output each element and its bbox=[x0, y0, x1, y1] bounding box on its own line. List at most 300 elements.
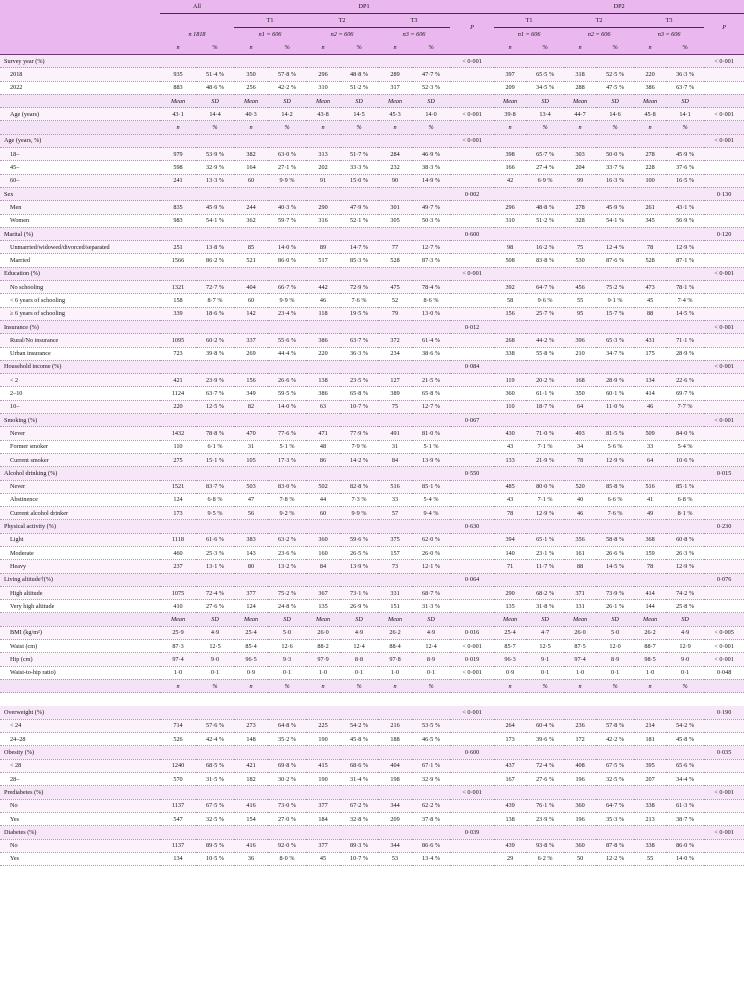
cell-dp1: 9·3 bbox=[268, 653, 306, 666]
cell-dp2 bbox=[494, 227, 526, 240]
cell-p-dp2: < 0·001 bbox=[704, 414, 744, 427]
cell-dp1: 97·8 bbox=[378, 653, 412, 666]
cell-dp2: 9·1 % bbox=[596, 294, 634, 307]
cell-dp1 bbox=[160, 573, 196, 586]
cell-p-dp2: < 0·001 bbox=[704, 360, 744, 373]
header-group-all: All bbox=[160, 0, 234, 14]
cell-dp1: 61·6 % bbox=[196, 533, 234, 546]
table-row bbox=[0, 733, 744, 746]
cell-dp1: 14·4 bbox=[196, 108, 234, 121]
cell-dp1: 410 bbox=[160, 600, 196, 613]
cell-dp2 bbox=[666, 414, 704, 427]
cell-dp2: 16·5 % bbox=[666, 174, 704, 187]
cell-dp1 bbox=[306, 414, 340, 427]
unit-row bbox=[0, 94, 744, 107]
unit-cell: SD bbox=[666, 613, 704, 626]
cell-dp1 bbox=[378, 786, 412, 799]
cell-dp1: 386 bbox=[306, 387, 340, 400]
cell-dp1 bbox=[340, 520, 378, 533]
cell-p-dp2: 0·015 bbox=[704, 467, 744, 480]
cell-dp2 bbox=[494, 467, 526, 480]
cell-dp1 bbox=[234, 786, 268, 799]
cell-dp1: 57 bbox=[378, 507, 412, 520]
cell-dp2: 6·8 % bbox=[666, 493, 704, 506]
cell-dp1: 36·3 % bbox=[340, 347, 378, 360]
table-row bbox=[0, 68, 744, 81]
cell-dp1: 275 bbox=[160, 453, 196, 466]
table-row bbox=[0, 440, 744, 453]
cell-dp1 bbox=[160, 826, 196, 839]
cell-p-dp1 bbox=[450, 81, 494, 94]
section-label: Prediabetes (%) bbox=[0, 786, 160, 799]
cell-dp2 bbox=[666, 826, 704, 839]
cell-dp1 bbox=[412, 706, 450, 719]
cell-dp1: 32·5 % bbox=[196, 812, 234, 825]
cell-dp1: 32·9 % bbox=[412, 773, 450, 786]
unit-cell: % bbox=[412, 121, 450, 134]
unit-p-cell bbox=[704, 679, 744, 692]
section-label: Sex bbox=[0, 187, 160, 200]
table-body bbox=[0, 55, 744, 866]
cell-dp2: 33 bbox=[634, 440, 666, 453]
cell-dp1: 475 bbox=[378, 281, 412, 294]
cell-dp2: 98 bbox=[494, 241, 526, 254]
unit-cell: SD bbox=[526, 613, 564, 626]
unit-cell: % bbox=[412, 679, 450, 692]
cell-p-dp1: < 0·001 bbox=[450, 108, 494, 121]
cell-dp2: 33·7 % bbox=[596, 161, 634, 174]
cell-dp1 bbox=[306, 320, 340, 333]
row-label: Abstinence bbox=[0, 493, 160, 506]
cell-dp2 bbox=[666, 187, 704, 200]
cell-dp2 bbox=[634, 360, 666, 373]
unit-p-cell bbox=[450, 679, 494, 692]
cell-dp1 bbox=[412, 746, 450, 759]
header-counts-row bbox=[0, 28, 744, 42]
cell-dp1: 362 bbox=[234, 214, 268, 227]
cell-dp2: 395 bbox=[634, 759, 666, 772]
cell-dp1: 157 bbox=[378, 546, 412, 559]
cell-dp2: 78 bbox=[564, 453, 596, 466]
cell-p-dp2: < 0·005 bbox=[704, 626, 744, 639]
cell-dp1 bbox=[340, 267, 378, 280]
unit-cell: Mean bbox=[378, 613, 412, 626]
cell-dp1 bbox=[196, 786, 234, 799]
cell-dp1: 52·1 % bbox=[340, 214, 378, 227]
cell-dp2 bbox=[596, 134, 634, 147]
cell-dp1: 89·3 % bbox=[340, 839, 378, 852]
cell-dp1: 31·3 % bbox=[412, 600, 450, 613]
cell-dp1: 372 bbox=[378, 334, 412, 347]
cell-dp2: 6·9 % bbox=[526, 174, 564, 187]
cell-dp2: 54·1 % bbox=[596, 214, 634, 227]
cell-dp2 bbox=[494, 134, 526, 147]
table-row bbox=[0, 507, 744, 520]
cell-dp2 bbox=[666, 520, 704, 533]
cell-dp1: 375 bbox=[378, 533, 412, 546]
cell-dp2: 6·2 % bbox=[526, 852, 564, 865]
cell-dp1 bbox=[268, 414, 306, 427]
cell-p-dp1 bbox=[450, 254, 494, 267]
cell-dp1 bbox=[378, 467, 412, 480]
cell-dp1: 82 bbox=[234, 400, 268, 413]
cell-dp1: 202 bbox=[306, 161, 340, 174]
cell-dp1 bbox=[234, 573, 268, 586]
cell-dp1: 26·9 % bbox=[340, 600, 378, 613]
cell-dp2: 350 bbox=[564, 387, 596, 400]
cell-dp1 bbox=[412, 520, 450, 533]
cell-p-dp2: < 0·001 bbox=[704, 786, 744, 799]
cell-dp1: 40·3 bbox=[234, 108, 268, 121]
cell-p-dp1 bbox=[450, 839, 494, 852]
cell-dp1 bbox=[412, 320, 450, 333]
cell-dp1 bbox=[412, 786, 450, 799]
cell-dp1 bbox=[234, 826, 268, 839]
row-label: Rural/No insurance bbox=[0, 334, 160, 347]
cell-dp1: 404 bbox=[378, 759, 412, 772]
cell-dp1 bbox=[196, 573, 234, 586]
header-blank-corner bbox=[0, 0, 160, 14]
cell-dp2: 45·8 bbox=[634, 108, 666, 121]
unit-p-cell bbox=[450, 121, 494, 134]
cell-dp1: 460 bbox=[160, 546, 196, 559]
cell-dp1: 0·1 bbox=[268, 666, 306, 679]
cell-dp1: 64·8 % bbox=[268, 719, 306, 732]
cell-dp1: 339 bbox=[160, 307, 196, 320]
cell-dp2 bbox=[634, 746, 666, 759]
cell-dp2: 414 bbox=[634, 586, 666, 599]
unit-cell: % bbox=[596, 121, 634, 134]
cell-dp2: 264 bbox=[494, 719, 526, 732]
table-section-row bbox=[0, 227, 744, 240]
cell-dp1 bbox=[378, 320, 412, 333]
cell-dp1 bbox=[234, 414, 268, 427]
cell-dp1 bbox=[306, 267, 340, 280]
cell-p-dp2 bbox=[704, 719, 744, 732]
cell-dp2: 398 bbox=[494, 148, 526, 161]
cell-p-dp1 bbox=[450, 773, 494, 786]
cell-dp2: 45·8 % bbox=[666, 733, 704, 746]
cell-dp2: 25·4 bbox=[494, 626, 526, 639]
cell-p-dp2: < 0·001 bbox=[704, 267, 744, 280]
unit-cell: % bbox=[340, 121, 378, 134]
cell-dp1: 26·2 bbox=[378, 626, 412, 639]
table-row bbox=[0, 334, 744, 347]
cell-dp2: 65·1 % bbox=[526, 533, 564, 546]
cell-dp1: 12·5 % bbox=[196, 400, 234, 413]
cell-dp1: 154 bbox=[234, 812, 268, 825]
unit-cell: % bbox=[526, 679, 564, 692]
cell-dp1 bbox=[378, 227, 412, 240]
cell-dp2: 58 bbox=[494, 294, 526, 307]
cell-dp2: 278 bbox=[564, 201, 596, 214]
cell-dp1 bbox=[306, 786, 340, 799]
table-section-row bbox=[0, 520, 744, 533]
cell-dp1: 7·9 % bbox=[340, 440, 378, 453]
unit-row-label bbox=[0, 94, 160, 107]
cell-dp1: 67·5 % bbox=[196, 799, 234, 812]
cell-dp2: 360 bbox=[564, 799, 596, 812]
cell-dp2: 296 bbox=[494, 201, 526, 214]
unit-cell: % bbox=[268, 679, 306, 692]
cell-p-dp2 bbox=[704, 546, 744, 559]
cell-p-dp2: 0·130 bbox=[704, 187, 744, 200]
cell-dp1 bbox=[196, 826, 234, 839]
cell-dp1: 1432 bbox=[160, 427, 196, 440]
cell-p-dp2 bbox=[704, 733, 744, 746]
cell-dp2: 14·6 bbox=[596, 108, 634, 121]
cell-p-dp2 bbox=[704, 773, 744, 786]
cell-dp1 bbox=[378, 746, 412, 759]
cell-dp2: 95 bbox=[564, 307, 596, 320]
cell-dp1: 77 bbox=[378, 241, 412, 254]
unit-cell: % bbox=[666, 121, 704, 134]
table-row bbox=[0, 427, 744, 440]
cell-dp1: 14·0 % bbox=[268, 400, 306, 413]
cell-dp2: 23·9 % bbox=[526, 812, 564, 825]
cell-dp1: 9·9 % bbox=[268, 294, 306, 307]
cell-dp2: 100 bbox=[634, 174, 666, 187]
cell-dp1: 12·7 % bbox=[412, 241, 450, 254]
cell-dp2: 65·7 % bbox=[526, 148, 564, 161]
cell-dp2: 39·8 bbox=[494, 108, 526, 121]
cell-dp1: 46·5 % bbox=[412, 733, 450, 746]
cell-dp1 bbox=[306, 706, 340, 719]
cell-p-dp2 bbox=[704, 533, 744, 546]
unit-row-label bbox=[0, 613, 160, 626]
cell-dp1 bbox=[234, 746, 268, 759]
cell-dp2 bbox=[596, 187, 634, 200]
unit-cell: Mean bbox=[306, 94, 340, 107]
cell-p-dp1: 0·012 bbox=[450, 320, 494, 333]
cell-p-dp2: < 0·001 bbox=[704, 826, 744, 839]
cell-dp1: 25·9 bbox=[160, 626, 196, 639]
cell-dp2: 456 bbox=[564, 281, 596, 294]
header-count-dp2-t1: n1 = 606 bbox=[494, 28, 564, 42]
row-label: < 24 bbox=[0, 719, 160, 732]
cell-dp1: 59·7 % bbox=[268, 214, 306, 227]
cell-p-dp2 bbox=[704, 440, 744, 453]
cell-dp1: 138 bbox=[306, 374, 340, 387]
cell-dp1 bbox=[268, 134, 306, 147]
cell-dp1: 143 bbox=[234, 546, 268, 559]
cell-dp1: 284 bbox=[378, 148, 412, 161]
row-label: Unmarried/widowed/divorced/separated bbox=[0, 241, 160, 254]
cell-dp2: 43 bbox=[494, 440, 526, 453]
cell-dp2: 78 bbox=[494, 507, 526, 520]
cell-dp2 bbox=[596, 55, 634, 68]
cell-dp1: 190 bbox=[306, 733, 340, 746]
cell-p-dp2 bbox=[704, 507, 744, 520]
cell-p-dp2 bbox=[704, 294, 744, 307]
cell-dp2 bbox=[596, 786, 634, 799]
cell-p-dp1: 0·016 bbox=[450, 626, 494, 639]
unit-cell: n bbox=[378, 121, 412, 134]
cell-dp2 bbox=[596, 414, 634, 427]
table-section-row bbox=[0, 706, 744, 719]
cell-dp1: 979 bbox=[160, 148, 196, 161]
cell-dp2: 0·1 bbox=[666, 666, 704, 679]
unit-cell: % bbox=[196, 679, 234, 692]
cell-dp2: 78·1 % bbox=[666, 281, 704, 294]
unit-cell: n bbox=[306, 121, 340, 134]
cell-dp2: 86·0 % bbox=[666, 839, 704, 852]
cell-dp1: 7·8 % bbox=[268, 493, 306, 506]
cell-dp1: 43·8 bbox=[306, 108, 340, 121]
cell-dp2 bbox=[596, 320, 634, 333]
cell-dp1: 14·0 % bbox=[268, 241, 306, 254]
cell-dp2 bbox=[596, 467, 634, 480]
cell-dp2: 20·2 % bbox=[526, 374, 564, 387]
cell-dp1 bbox=[378, 706, 412, 719]
cell-dp1: 32·9 % bbox=[196, 161, 234, 174]
row-label: High altitude bbox=[0, 586, 160, 599]
table-section-row bbox=[0, 414, 744, 427]
cell-dp2: 12·5 bbox=[526, 640, 564, 653]
cell-dp1: 18·6 % bbox=[196, 307, 234, 320]
cell-dp2 bbox=[564, 826, 596, 839]
cell-dp1: 51·2 % bbox=[340, 81, 378, 94]
cell-dp2: 75·2 % bbox=[596, 281, 634, 294]
cell-dp2: 47·5 % bbox=[596, 81, 634, 94]
cell-dp2: 32·5 % bbox=[596, 773, 634, 786]
cell-dp1: 73·0 % bbox=[268, 799, 306, 812]
cell-dp2: 23·1 % bbox=[526, 546, 564, 559]
cell-dp2: 48·8 % bbox=[526, 201, 564, 214]
table-row bbox=[0, 148, 744, 161]
cell-dp2: 56·9 % bbox=[666, 214, 704, 227]
header-group-dp2: DP2 bbox=[494, 0, 744, 14]
cell-p-dp1 bbox=[450, 161, 494, 174]
cell-dp1: 91 bbox=[306, 174, 340, 187]
unit-cell: Mean bbox=[160, 94, 196, 107]
table-section-row bbox=[0, 320, 744, 333]
cell-dp2: 78 bbox=[634, 560, 666, 573]
cell-dp1: 21·5 % bbox=[412, 374, 450, 387]
row-spacer bbox=[0, 693, 744, 706]
cell-dp1: 313 bbox=[306, 148, 340, 161]
section-label: Education (%) bbox=[0, 267, 160, 280]
header-count-dp1-t2: n2 = 606 bbox=[306, 28, 378, 42]
cell-dp1: 160 bbox=[306, 546, 340, 559]
cell-dp2: 14·5 % bbox=[666, 307, 704, 320]
cell-dp1 bbox=[268, 706, 306, 719]
cell-dp2: 26·3 % bbox=[666, 546, 704, 559]
cell-dp1: 389 bbox=[378, 387, 412, 400]
cell-dp2 bbox=[494, 826, 526, 839]
cell-dp1 bbox=[306, 467, 340, 480]
cell-dp2: 12·9 % bbox=[666, 560, 704, 573]
row-label: BMI (kg/m²) bbox=[0, 626, 160, 639]
cell-dp2: 39·6 % bbox=[526, 733, 564, 746]
cell-dp1: 14·9 % bbox=[412, 174, 450, 187]
cell-dp1: 0·1 bbox=[412, 666, 450, 679]
cell-dp2 bbox=[596, 706, 634, 719]
cell-dp1: 105 bbox=[234, 453, 268, 466]
cell-dp1: 290 bbox=[306, 201, 340, 214]
cell-dp1: 503 bbox=[234, 480, 268, 493]
cell-dp1: 23·6 % bbox=[268, 546, 306, 559]
unit-cell: Mean bbox=[306, 613, 340, 626]
cell-dp1: 46·9 % bbox=[412, 148, 450, 161]
cell-dp2: 58·8 % bbox=[596, 533, 634, 546]
cell-p-dp1 bbox=[450, 546, 494, 559]
cell-p-dp2 bbox=[704, 400, 744, 413]
unit-dp2t3-pct: % bbox=[666, 41, 704, 55]
cell-dp2 bbox=[564, 706, 596, 719]
unit-dp1t1-n: n bbox=[234, 41, 268, 55]
cell-dp2: 528 bbox=[634, 254, 666, 267]
cell-p-dp2 bbox=[704, 852, 744, 865]
cell-dp1: 54·1 % bbox=[196, 214, 234, 227]
cell-dp2: 8·1 % bbox=[666, 507, 704, 520]
unit-cell: Mean bbox=[234, 613, 268, 626]
cell-dp1 bbox=[306, 826, 340, 839]
cell-p-dp2 bbox=[704, 600, 744, 613]
cell-p-dp1 bbox=[450, 493, 494, 506]
cell-dp1 bbox=[306, 520, 340, 533]
row-label: ≥ 6 years of schooling bbox=[0, 307, 160, 320]
cell-dp2: 156 bbox=[494, 307, 526, 320]
cell-dp2: 84·0 % bbox=[666, 427, 704, 440]
cell-dp1: 44 bbox=[306, 493, 340, 506]
cell-dp1 bbox=[234, 467, 268, 480]
cell-dp2 bbox=[564, 267, 596, 280]
cell-dp2 bbox=[596, 267, 634, 280]
cell-dp2: 60·1 % bbox=[596, 387, 634, 400]
cell-dp1: 547 bbox=[160, 812, 196, 825]
cell-dp2: 88·7 bbox=[634, 640, 666, 653]
cell-dp1: 23·9 % bbox=[196, 374, 234, 387]
cell-dp2: 74·2 % bbox=[666, 586, 704, 599]
cell-dp1 bbox=[412, 414, 450, 427]
cell-dp2: 28·9 % bbox=[596, 374, 634, 387]
cell-dp1: 4·9 bbox=[412, 626, 450, 639]
cell-dp1: 835 bbox=[160, 201, 196, 214]
cell-dp1: 31 bbox=[234, 440, 268, 453]
unit-cell: n bbox=[306, 679, 340, 692]
row-label: Current smoker bbox=[0, 453, 160, 466]
cell-dp2: 37·6 % bbox=[666, 161, 704, 174]
cell-dp2: 13·4 bbox=[526, 108, 564, 121]
cell-dp1: 87·3 % bbox=[412, 254, 450, 267]
cell-dp2 bbox=[526, 187, 564, 200]
cell-dp1 bbox=[160, 267, 196, 280]
cell-dp2 bbox=[564, 227, 596, 240]
cell-dp1: 442 bbox=[306, 281, 340, 294]
cell-dp1: 27·0 % bbox=[268, 812, 306, 825]
section-label: Living altitude†(%) bbox=[0, 573, 160, 586]
cell-dp2: 288 bbox=[564, 81, 596, 94]
table-row bbox=[0, 374, 744, 387]
cell-p-dp1 bbox=[450, 214, 494, 227]
cell-dp1 bbox=[234, 706, 268, 719]
cell-p-dp2: < 0·001 bbox=[704, 320, 744, 333]
row-label: Men bbox=[0, 201, 160, 214]
header-dp2-p: P bbox=[704, 14, 744, 42]
table-row bbox=[0, 839, 744, 852]
cell-dp2 bbox=[494, 320, 526, 333]
row-label: Waist-to-hip ratio) bbox=[0, 666, 160, 679]
cell-p-dp1: 0·084 bbox=[450, 360, 494, 373]
cell-dp1: 60 bbox=[306, 507, 340, 520]
cell-dp2: 76·1 % bbox=[526, 799, 564, 812]
cell-dp1 bbox=[268, 573, 306, 586]
cell-dp2 bbox=[596, 227, 634, 240]
cell-dp1: 50·3 % bbox=[412, 214, 450, 227]
cell-dp2: 220 bbox=[634, 68, 666, 81]
cell-dp2: 60·4 % bbox=[526, 719, 564, 732]
